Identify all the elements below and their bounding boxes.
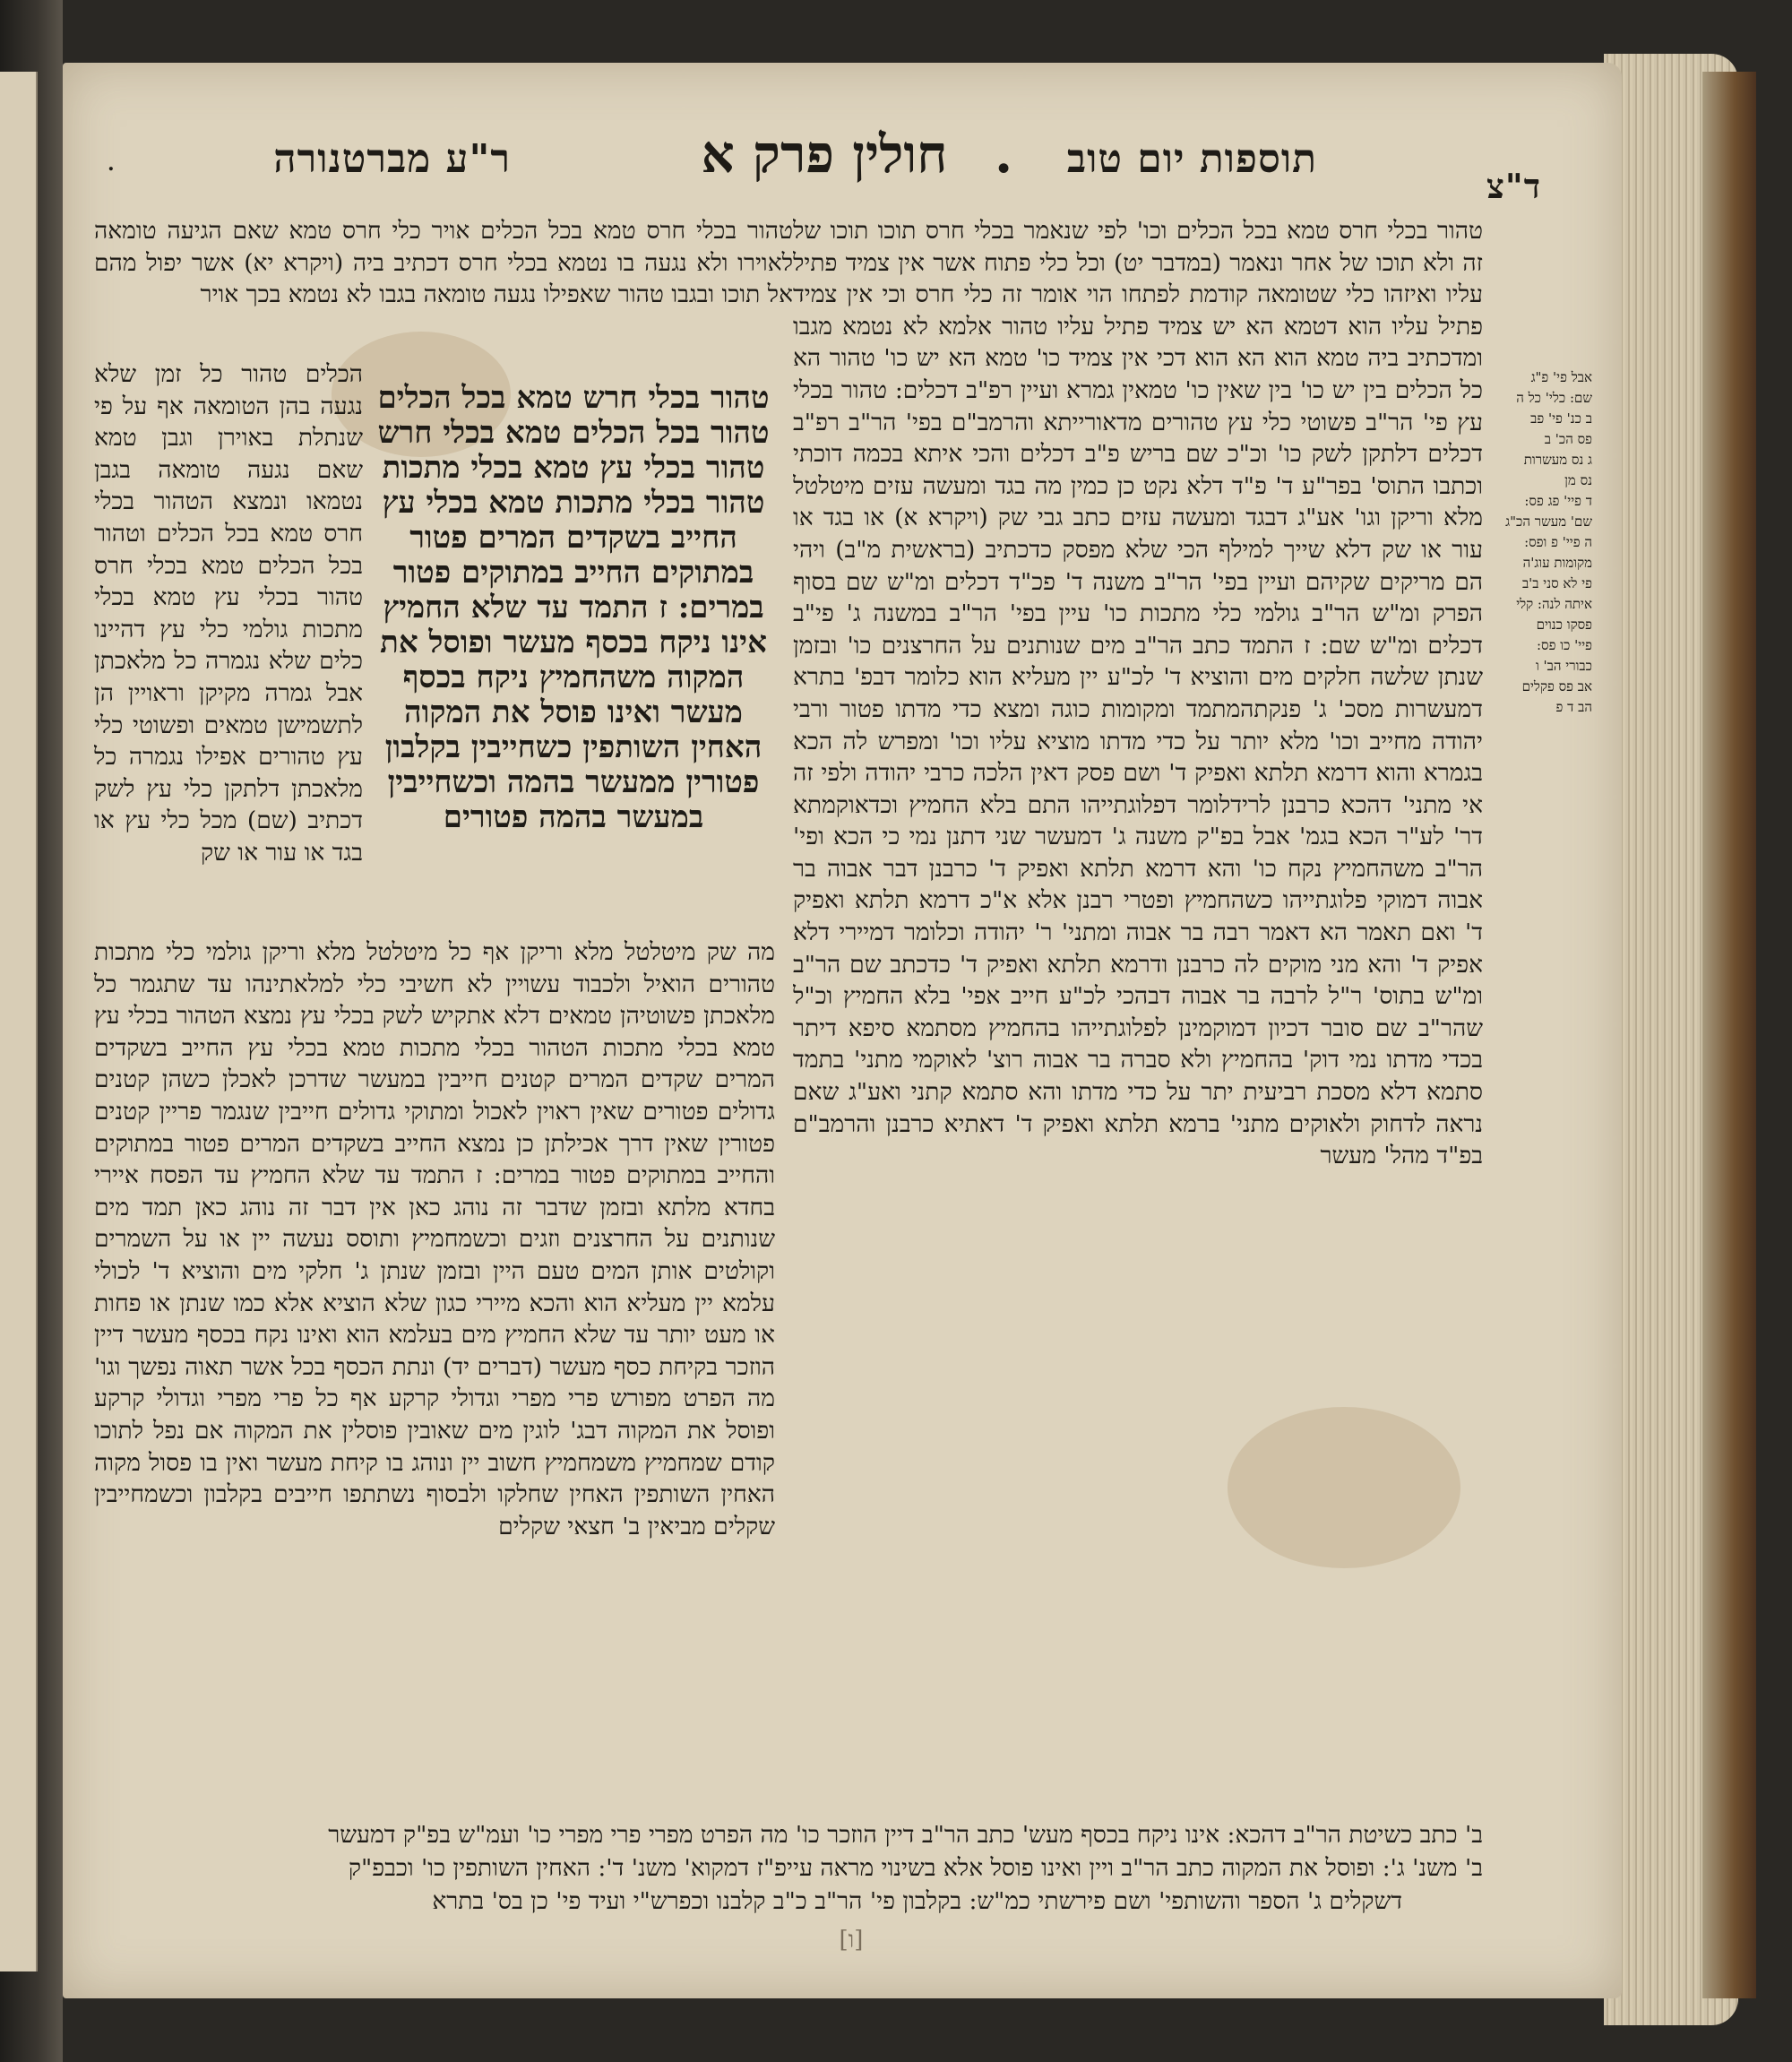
bartenura-main-column: מה שק מיטלטל מלא וריקן אף כל מיטלטל מלא וריקן גולמי כלי מתכות טהורים הואיל ולכבוד עשויין לא חשיבי כלי למלאתינהו עד שתגמר כל מלאכתן פשוטיהן טמאים דלא אתקיש לשק בכלי עץ נמצא הטהור בכלי עץ טמא בכלי מתכות הטהור בכלי מתכות טמא בכלי עץ החייב בשקדים המרים שקדים המרים קטנים חייבין במעשר שדרכן לאכלן כשהן קטנים גדולים פטורים שאין ראוין לאכול ומתוקי גדולים חייבין שנגמר פריין קטנים פטורין שאין דרך אכילתן כן נמצא החייב בשקדים המרים פטור במתוקים והחייב במתוקים פטור במרים: ז התמד עד שלא החמיץ עד הפסח איירי בחדא מלתא ובזמן שדבר זה נוהג כאן אין דבר זה נוהג כאן תמד מים שנותנים על החרצנים וזגים וכשמחמיץ ותוסס נעשה יין או על השמרים וקולטים אותן המים טעם היין ובזמן שנתן ג' חלקי מים והוציא ד' לכולי עלמא יין מעליא הוא והכא מיירי כגון שלא הוציא אלא כמו שנתן או פחות או מעט יותר עד שלא החמיץ מים בעלמא הוא ואינו נקח בכסף מעשר דיין הוזכר בקיחת כסף מעשר (דברים יד) ונתת הכסף בכל אשר תאוה נפשך וגו' מה הפרט מפורש פרי מפרי וגדולי קרקע אף כל פרי מפרי וגדולי קרקע ופוסל את המקוה דבג' לוגין מים שאובין פוסלין את המקוה אם נפל לתוכו קודם שמחמיץ משמחמיץ חשוב יין ונוהג בו קיחת מעשר ואין בו פסול מקוה האחין השותפין האחין שחלקו ולבסוף נשתתפו חייבים בקלבון וכשמחייבין שקלים מביאין ב' חצאי שקלים	[94, 938, 775, 1540]
margin-note: הב ד פ	[1555, 699, 1592, 715]
margin-note: ה פיי' פ ופס:	[1524, 534, 1592, 550]
signature-mark: [ו]	[839, 1927, 864, 1954]
page-number: ד"צ	[1486, 166, 1541, 206]
tosafot-bottom-line: ב' משנ' ג': ופוסל את המקוה כתב הר"ב ויין ואינו פוסל אלא בשינוי מראה עייפ"ז דמקוא' משנ' ד': האחין השותפין כו' וכבפ"ק	[348, 1854, 1483, 1882]
title-separator: .	[995, 124, 1013, 185]
previous-page-edge	[0, 72, 38, 1971]
margin-notes	[1489, 367, 1592, 718]
margin-note: פיי' כו פס:	[1537, 637, 1592, 653]
bartenura-side-column: הכלים טהור כל זמן שלא נגעה בהן הטומאה אף על פי שנתלת באוירן וגבן טמא שאם נגעה טומאה בגבן נטמאו ונמצא הטהור בכלי חרס טמא בכל הכלים וטהור בכל הכלים טמא בכלי חרס טהור בכלי עץ טמא בכלי מתכות גולמי כלי עץ דהיינו כלים שלא נגמרה כל מלאכתן אבל גמרה מקיקן וראויין הן לתשמישן טמאים ופשוטי כלי עץ טהורים אפילו נגמרה כל מלאכתן דלתקן כלי עץ לשק דכתיב (שם) מכל כלי עץ או בגד או עור או שק	[94, 360, 363, 867]
bartenura-top-block: טהור בכלי חרס טמא בכל הכלים אויר כלי חרס טמא שאם הגיעה טומאה לאוירו ולא נגעה בו נטמא בכלי חרס דכתיב ביה (ויקרא יא) אשר יפול מהם אל תוכו ובגבו טהור שאפילו נגעה טומאה בגבו לא נטמא בכך אויר	[94, 217, 793, 309]
commentary-right-header: ר"ע מברטנורה	[273, 136, 511, 182]
page-title: חולין פרק א	[701, 124, 948, 185]
margin-note: שם' מעשר הכ"ג	[1505, 513, 1592, 530]
margin-note: איתה לנה: קלי	[1516, 596, 1592, 612]
tosafot-bottom-line: ב' כתב כשיטת הר"ב דהכא: אינו ניקח בכסף מעש' כתב הר"ב דיין הוזכר כו' מה הפרט מפרי פרי מפרי כו' ועמ"ש בפ"ק דמעשר	[328, 1821, 1483, 1849]
tosafot-yom-tov-column: טהור בכלי חרס טמא בכל הכלים וכו' לפי שנאמר בכלי חרס תוכו תוכו של זה ולא תוכו של אחר ונאמר (במדבר יט) וכל כלי פתוח אשר אין צמיד פתיל עליו ואיזהו כלי שטומאה קודמת לפתחו הוי אומר זה כלי חרס וכי אין צמיד פתיל עליו הוא דטמא הא יש צמיד פתיל עליו טהור אלמא לא נטמא מגבו ומדכתיב ביה טמא הוא הא הוא דכי אין צמיד כו' טמא הא יש כו' טהור הא כל הכלים בין יש כו' בין שאין כו' טמאין גמרא ועיין רפ"ב דכלים: טהור בכלי עץ פי' הר"ב פשוטי כלי עץ טהורים מדאורייתא והרמב"ם בפי' הר"ב רפ"ב דכלים דלתקן לשק כו' וכ"כ שם בריש פ"ב דכלים והכי איתא בכמה דוכתי וכתבו התוס' בפר"ע ד' פ"ד דלא נקט כן כמין מה בגד ומעשה עזים מיטלטל מלא וריקן וגו' אע"ג דבגד ומעשה עזים כתב גבי שק (ויקרא א) או בגד או עור או שק דלא שייך למילף הכי שלא מפסק כדכתיב (בראשית מ"ב) ויהי הם מריקים שקיהם ועיין בפי' הר"ב משנה ד' פכ"ד דכלים ומ"ש שם בסוף הפרק ומ"ש הר"ב גולמי כלי מתכות כו' עיין בפי' הר"ב במשנה ג' פי"ב דכלים ומ"ש שם: ז התמד כתב הר"ב מים שנותנים על החרצנים כו' ובזמן שנתן שלשה חלקים מים והוציא ד' לכ"ע יין מעליא הוא כלומר דבפ' בתרא דמעשרות מסכ' ג' פנקתהמתמד ומקומות כוגה ומצא כדי מדתו פטור ורבי יהודה מחייב וכו' מלא יותר על כדי מדתו מוציא עליו וכו' ומפרש לה הכא בגמרא והוא דרמא תלתא ואפיק ד' ושם פסק דאין הלכה כרבי יהודה ולפי זה אי מתני' דהכא כרבנן לרידלומר דפלוגתייהו התם בלא החמיץ וכדאוקמתא דר' לע"ר הכא בגמ' אבל בפ"ק משנה ג' דמעשר שני דתנן נמי כי הכא ופי' הר"ב משהחמיץ נקח כו' והא דרמא תלתא ואפיק ד' כרבנן דבר אבוה בר אבוה דמוקי פלוגתייהו כשהחמיץ ופטרי רבנן אלא א"כ דרמא תלתא ואפיק ד' ואם תאמר הא דאמר רבה בר אבוה ומתני' ר' יהודה וכלומר דמיירי דלא אפיק ד' והא מני מוקים לה כרבנן ודרמא תלתא ואפיק ד' כדכתב שם הר"ב ומ"ש בתוס' ר"ל לרבה בר אבוה דבהכי לכ"ע חייב אפי' בלא החמיץ וכ"ל שהר"ב שם סובר דכיון דמוקמינן לפלוגתייהו בהחמיץ מסתמא סיפא דיתר בכדי מדתו נמי דוק' בהחמיץ ולא סברה בר אבוה רוצ' לאוקמי מתני' בתמד סתמא דלא מסכת רביעית יתר על כדי מדתו והא סתמא קתני ואע"ג שאם נראה לדחוק ולאוקים מתני' ברמא תלתא ואפיק ד' דאתיא כרבנן והרמב"ם בפ"ד מהל' מעשר	[793, 217, 1483, 1170]
margin-note: מקומות עוג'ה	[1522, 555, 1592, 571]
mishnah-text: טהור בכלי חרש טמא בכל הכלים טהור בכל הכלים טמא בכלי חרש טהור בכלי עץ טמא בכלי מתכות טהור בכלי מתכות טמא בכלי עץ החייב בשקדים המרים פטור במתוקים החייב במתוקים פטור במרים: ז התמד עד שלא החמיץ אינו ניקח בכסף מעשר ופוסל את המקוה משהחמיץ ניקח בכסף מעשר ואינו פוסל את המקוה האחין השותפין כשחייבין בקלבון פטורין ממעשר בהמה וכשחייבין במעשר בהמה פטורים	[377, 381, 770, 835]
margin-note: פסקו כנוים	[1536, 617, 1592, 633]
margin-note: ד פיי' פג פס:	[1524, 493, 1592, 509]
margin-note: פס הכ' ב	[1544, 431, 1592, 447]
margin-note: שם: כלי' כל ה	[1516, 390, 1592, 406]
margin-note: נס מן	[1564, 472, 1592, 488]
corner-mark: .	[108, 152, 115, 176]
margin-note: ב כנ' פי' פב	[1530, 410, 1592, 427]
margin-note: כבורי הב' ו	[1535, 658, 1592, 674]
margin-note: ג נס מעשרות	[1523, 452, 1592, 468]
tosafot-bottom-line: דשקלים ג' הספר והשותפי' ושם פירשתי כמ"ש: בקלבון פי' הר"ב כ"ב קלבנו וכפרש"י ועיד פי' כן בס' בתרא	[432, 1887, 1402, 1915]
margin-note: פי לא סני ב'ב	[1521, 575, 1592, 591]
worn-fore-edge	[1702, 72, 1756, 1998]
margin-note: אב פס פקלים	[1521, 678, 1592, 695]
book-page	[63, 63, 1622, 1998]
margin-note: אבל פי' פ"ג	[1530, 369, 1592, 385]
commentary-left-header: תוספות יום טוב	[1066, 136, 1317, 182]
